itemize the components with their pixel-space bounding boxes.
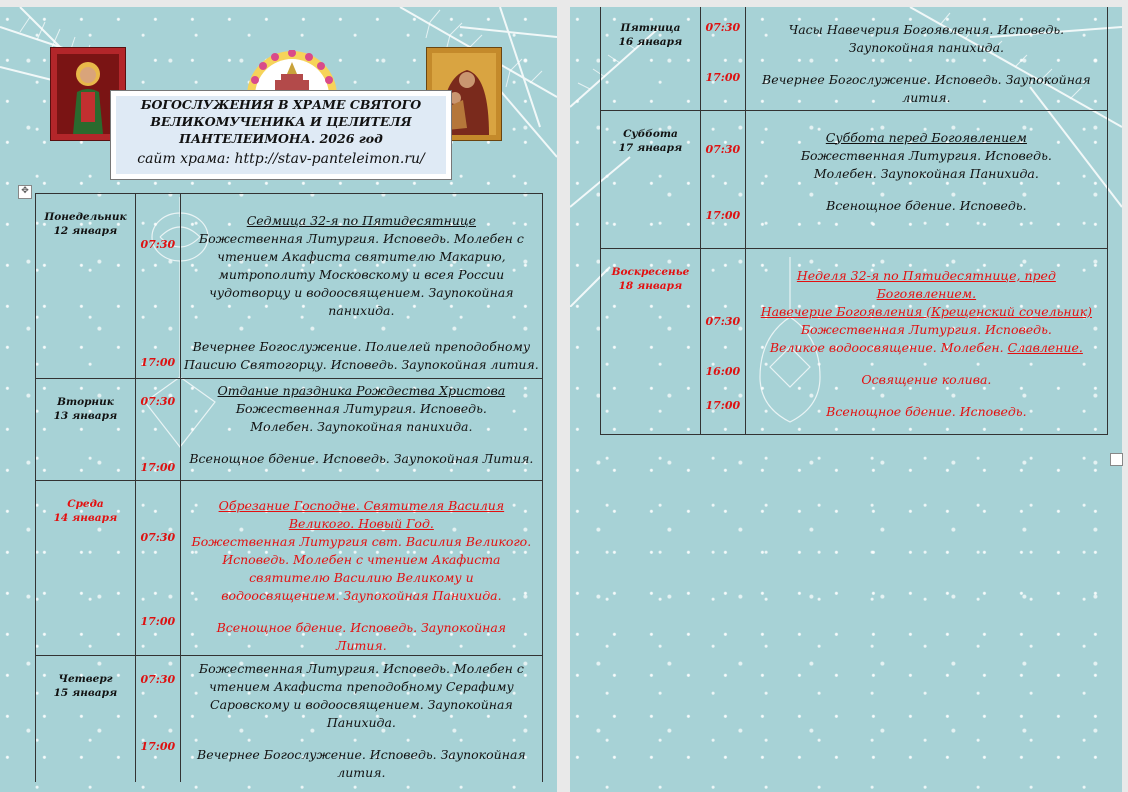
time-label: 07:30: [140, 673, 176, 686]
day-label: Среда 14 января: [53, 498, 118, 524]
time-label: 17:00: [705, 208, 741, 222]
day-label: Пятница 16 января: [618, 22, 683, 48]
service-text: Седмица 32-я по Пятидесятнице Божественная Литургия. Исповедь. Молебен с чтением Акафиста святителю Макарию, митрополиту Московскому и всея России чудотворцу и водоосвящением. Заупокойная панихида. Вечернее Богослужение. Полиелей преподобному Паисию Святогорцу. Исповедь. Заупокойная лития.: [184, 213, 539, 372]
table-row: [36, 194, 543, 379]
table-move-handle-icon[interactable]: ✥: [18, 185, 32, 199]
header-box: [110, 90, 452, 180]
site-url: сайт храма: http://stav-panteleimon.ru/: [137, 151, 425, 167]
table-row: [601, 110, 1108, 248]
service-text: Отдание праздника Рождества Христова Божественная Литургия. Исповедь. Молебен. Заупокойная панихида. Всенощное бдение. Исповедь. Заупокойная Лития.: [189, 383, 534, 466]
table-row: [36, 656, 543, 783]
day-label: Воскресенье 18 января: [611, 265, 690, 292]
time-label: 17:00: [705, 398, 741, 412]
schedule-table-1: [35, 193, 543, 782]
day-label: Четверг 15 января: [53, 673, 118, 699]
day-label: Понедельник 12 января: [44, 211, 127, 237]
time-label: 16:00: [705, 364, 741, 378]
day-label: Вторник 13 января: [53, 396, 118, 422]
service-text: Обрезание Господне. Святителя Василия Великого. Новый Год. Божественная Литургия свт. Василия Великого. Исповедь. Молебен с чтением Акафиста святителю Василию Великому и водоосвящением. Заупокойная Панихида. Всенощное бдение. Исповедь. Заупокойная Лития.: [191, 498, 532, 653]
resize-handle-icon[interactable]: [1110, 453, 1123, 466]
time-label: 07:30: [705, 142, 741, 156]
schedule-table-2: [600, 7, 1108, 435]
table-row: [36, 481, 543, 656]
time-label: 07:30: [140, 395, 176, 408]
time-label: 07:30: [140, 238, 176, 251]
page-2: [570, 7, 1122, 792]
time-label: 07:30: [140, 531, 176, 544]
service-text: Суббота перед Богоявлением Божественная Литургия. Исповедь. Молебен. Заупокойная Панихида. Всенощное бдение. Исповедь.: [800, 129, 1052, 213]
service-text: Божественная Литургия. Исповедь. Молебен с чтением Акафиста преподобному Серафиму Саровскому и водоосвящением. Заупокойная Панихида. Вечернее Богослужение. Исповедь. Заупокойная лития.: [197, 661, 526, 780]
table-row: [36, 379, 543, 481]
day-label: Суббота 17 января: [618, 127, 683, 154]
time-label: 17:00: [705, 71, 741, 84]
page-1: [0, 7, 557, 792]
time-label: 17:00: [140, 740, 176, 753]
time-label: 07:30: [705, 314, 741, 328]
time-label: 17:00: [140, 461, 176, 474]
service-text: Часы Навечерия Богоявления. Исповедь. Заупокойная панихида. Вечернее Богослужение. Исповедь. Заупокойная лития.: [762, 22, 1091, 105]
table-row: [601, 248, 1108, 434]
table-row: [601, 7, 1108, 110]
service-text: Неделя 32-я по Пятидесятнице, пред Богоявлением. Навечерие Богоявления (Крещенский сочельник) Божественная Литургия. Исповедь. Великое водоосвящение. Молебен. Славление. Освящение колива. Всенощное бдение. Исповедь.: [760, 267, 1093, 419]
time-label: 07:30: [705, 21, 741, 34]
time-label: 17:00: [140, 356, 176, 369]
page-title: БОГОСЛУЖЕНИЯ В ХРАМЕ СВЯТОГО ВЕЛИКОМУЧЕНИКА И ЦЕЛИТЕЛЯ ПАНТЕЛЕИМОНА. 2026 год: [140, 97, 422, 146]
time-label: 17:00: [140, 615, 176, 628]
